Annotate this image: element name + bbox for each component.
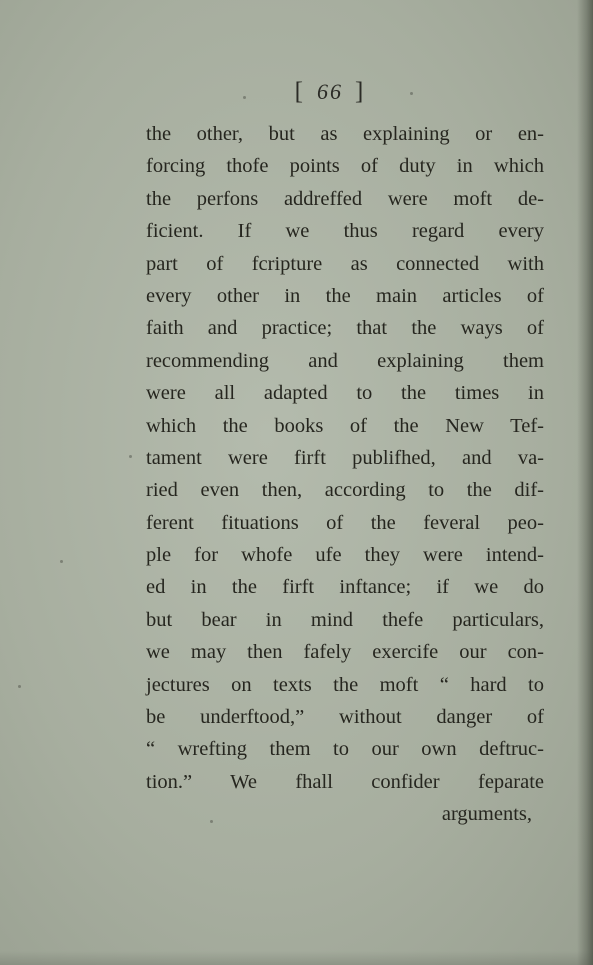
text-line: faith and practice; that the ways of bbox=[146, 317, 544, 340]
text-line: we may then fafely exercife our con- bbox=[146, 641, 544, 664]
text-line: tion.” We fhall confider feparate bbox=[146, 770, 544, 793]
bracket-close: ] bbox=[355, 78, 366, 105]
text-line: tament were firft publifhed, and va- bbox=[146, 446, 544, 469]
page-number-header bbox=[260, 78, 400, 106]
text-line: ficient. If we thus regard every bbox=[146, 220, 544, 243]
text-line: the perfons addreffed were moft de- bbox=[146, 187, 544, 210]
text-line: recommending and explaining them bbox=[146, 349, 544, 372]
text-line: ferent fituations of the feveral peo- bbox=[146, 511, 544, 534]
text-line: forcing thofe points of duty in which bbox=[146, 155, 544, 178]
text-line: every other in the main articles of bbox=[146, 284, 544, 307]
page-number: 66 bbox=[317, 79, 343, 104]
text-line: ple for whofe ufe they were intend- bbox=[146, 544, 544, 567]
paper-speck bbox=[210, 820, 213, 823]
page-edge-shadow bbox=[577, 0, 593, 965]
page-bottom-shadow bbox=[0, 951, 593, 965]
paper-speck bbox=[60, 560, 63, 563]
bracket-open: [ bbox=[294, 78, 305, 105]
text-line: be underftood,” without danger of bbox=[146, 706, 544, 729]
text-line: but bear in mind thefe particulars, bbox=[146, 608, 544, 631]
text-line: the other, but as explaining or en- bbox=[146, 123, 544, 145]
text-line: part of fcripture as connected with bbox=[146, 252, 544, 275]
paper-speck bbox=[18, 685, 21, 688]
paper-speck bbox=[410, 92, 413, 95]
paper-speck bbox=[243, 96, 246, 99]
body-text bbox=[146, 118, 544, 831]
text-line: ed in the firft inftance; if we do bbox=[146, 576, 544, 599]
catchword: arguments, bbox=[441, 803, 532, 826]
text-line: “ wrefting them to our own deftruc- bbox=[146, 738, 544, 761]
text-line: which the books of the New Tef- bbox=[146, 414, 544, 437]
text-line: were all adapted to the times in bbox=[146, 382, 544, 405]
text-line: ried even then, according to the dif- bbox=[146, 479, 544, 502]
text-line: jectures on texts the moft “ hard to bbox=[146, 673, 544, 696]
paper-speck bbox=[129, 455, 132, 458]
